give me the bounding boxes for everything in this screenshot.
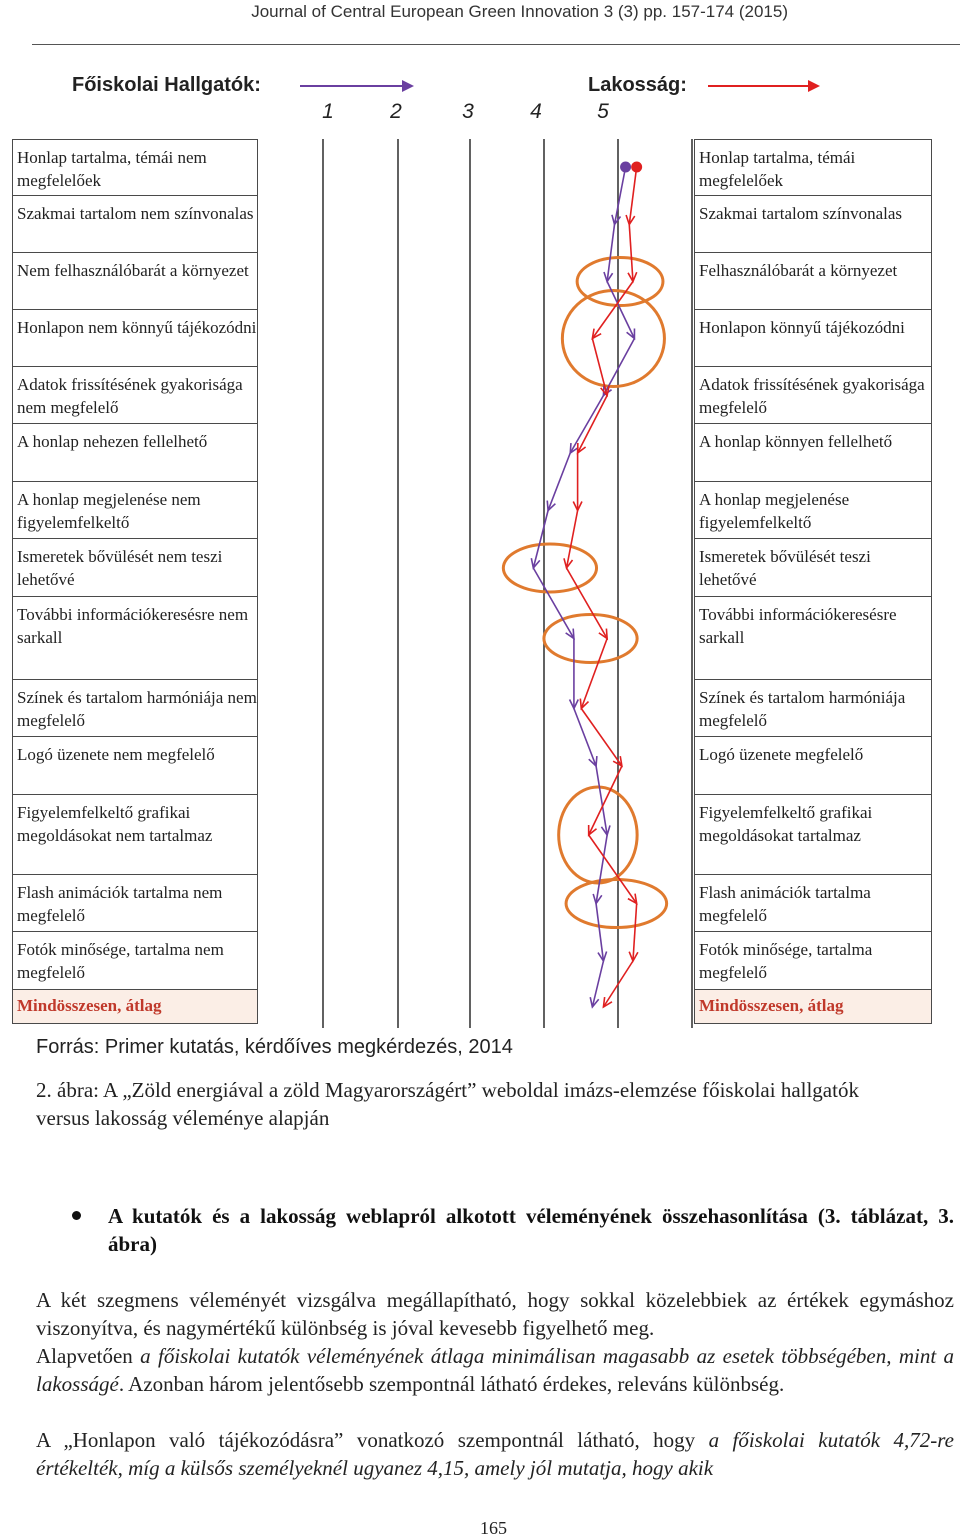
left-label: A honlap megjelenése nem figyelemfelkeltő bbox=[12, 482, 258, 539]
paragraph-2-italic: a főiskolai kutatók véleményének átlaga minimálisan magasabb az esetek többségében, mint a lakosságé bbox=[36, 1344, 954, 1396]
right-label: Felhasználóbarát a környezet bbox=[694, 253, 932, 310]
series-arrowhead-2 bbox=[603, 997, 612, 1007]
right-label: Logó üzenete megfelelő bbox=[694, 737, 932, 795]
right-label: További információkeresésre sarkall bbox=[694, 597, 932, 680]
paragraph-2-part: Alapvetően bbox=[36, 1344, 141, 1368]
paragraph-2-part: . Azonban három jelentősebb szempontnál látható érdekes, releváns különbség. bbox=[118, 1372, 785, 1396]
left-label: Flash animációk tartalma nem megfelelő bbox=[12, 875, 258, 932]
series-line-2 bbox=[581, 709, 622, 767]
left-label: Ismeretek bővülését nem teszi lehetővé bbox=[12, 539, 258, 597]
right-label: A honlap könnyen fellelhető bbox=[694, 424, 932, 482]
highlight-ellipse bbox=[544, 615, 637, 663]
right-title: Lakosság: bbox=[588, 74, 687, 96]
bullet-dot bbox=[72, 1211, 81, 1220]
right-label: Ismeretek bővülését teszi lehetővé bbox=[694, 539, 932, 597]
right-label: Fotók minősége, tartalma megfelelő bbox=[694, 932, 932, 990]
series-line-1 bbox=[533, 511, 548, 569]
series-line-1 bbox=[574, 709, 596, 767]
series-line-2 bbox=[578, 396, 608, 454]
paragraph-3-italic: a főiskolai kutatók 4,72-re értékelték, míg a külsős személyeknél ugyanez 4,15, amely jól mutatja, hogy akik bbox=[36, 1428, 954, 1480]
series-line-1 bbox=[607, 225, 614, 282]
paragraph-3-part: A „Honlapon való tájékozódásra” vonatkozó szempontnál látható, hogy bbox=[36, 1428, 709, 1452]
right-label: Honlap tartalma, témái megfelelőek bbox=[694, 139, 932, 196]
right-total-label: Mindösszesen, átlag bbox=[694, 990, 932, 1024]
highlight-ellipse bbox=[503, 544, 596, 592]
paragraph-2 bbox=[36, 1342, 954, 1398]
section-heading: A kutatók és a lakosság weblapról alkotott véleményének összehasonlítása (3. táblázat, 3. ábra) bbox=[108, 1204, 954, 1256]
series-line-1 bbox=[533, 568, 574, 639]
page-number: 165 bbox=[480, 1518, 507, 1538]
right-label: Szakmai tartalom színvonalas bbox=[694, 196, 932, 253]
series-line-2 bbox=[567, 511, 578, 569]
left-total-label: Mindösszesen, átlag bbox=[12, 990, 258, 1024]
figure-source: Forrás: Primer kutatás, kérdőíves megkérdezés, 2014 bbox=[36, 1036, 513, 1058]
figure-caption: 2. ábra: A „Zöld energiával a zöld Magyarországért” weboldal imázs-elemzése főiskolai hallgatók versus lakosság véleménye alapján bbox=[36, 1078, 859, 1130]
left-label: Szakmai tartalom nem színvonalas bbox=[12, 196, 258, 253]
left-label: Nem felhasználóbarát a környezet bbox=[12, 253, 258, 310]
series-line-2 bbox=[629, 167, 636, 225]
left-label: Figyelemfelkeltő grafikai megoldásokat nem tartalmaz bbox=[12, 795, 258, 875]
left-label: Színek és tartalom harmóniája nem megfelelő bbox=[12, 680, 258, 737]
series-line-1 bbox=[615, 167, 626, 225]
right-label: Honlapon könnyű tájékozódni bbox=[694, 310, 932, 367]
left-title: Főiskolai Hallgatók: bbox=[72, 74, 261, 96]
right-label: Színek és tartalom harmóniája megfelelő bbox=[694, 680, 932, 737]
scale-number: 3 bbox=[462, 100, 474, 123]
left-label: További információkeresésre nem sarkall bbox=[12, 597, 258, 680]
scale-number: 5 bbox=[597, 100, 609, 123]
journal-header: Journal of Central European Green Innovation 3 (3) pp. 157-174 (2015) bbox=[251, 2, 788, 21]
series-line-1 bbox=[548, 453, 570, 511]
highlight-ellipse bbox=[566, 880, 667, 928]
left-label: Logó üzenete nem megfelelő bbox=[12, 737, 258, 795]
series-line-2 bbox=[629, 225, 633, 282]
paragraph-1: A két szegmens véleményét vizsgálva megállapítható, hogy sokkal közelebbiek az értékek egymáshoz viszonyítva, és nagymértékű különbség is jóval kevesebb figyelhető meg. bbox=[36, 1288, 954, 1340]
scale-number: 1 bbox=[322, 100, 334, 123]
right-label: A honlap megjelenése figyelemfelkeltő bbox=[694, 482, 932, 539]
left-label: Adatok frissítésének gyakorisága nem megfelelő bbox=[12, 367, 258, 424]
series-line-2 bbox=[589, 835, 637, 904]
series-line-2 bbox=[633, 904, 637, 962]
right-label: Figyelemfelkeltő grafikai megoldásokat tartalmaz bbox=[694, 795, 932, 875]
paragraph-3 bbox=[36, 1426, 954, 1482]
left-label: A honlap nehezen fellelhető bbox=[12, 424, 258, 482]
left-label: Fotók minősége, tartalma nem megfelelő bbox=[12, 932, 258, 990]
series-line-2 bbox=[592, 339, 607, 396]
right-label: Flash animációk tartalma megfelelő bbox=[694, 875, 932, 932]
series-line-1 bbox=[570, 396, 603, 454]
scale-number: 4 bbox=[530, 100, 542, 123]
left-label: Honlapon nem könnyű tájékozódni bbox=[12, 310, 258, 367]
scale-number: 2 bbox=[390, 100, 402, 123]
series-line-1 bbox=[596, 904, 603, 962]
highlight-ellipse bbox=[559, 787, 637, 883]
left-label: Honlap tartalma, témái nem megfelelőek bbox=[12, 139, 258, 196]
series-line-2 bbox=[567, 568, 608, 639]
series-start-marker-1 bbox=[620, 162, 631, 173]
series-line-1 bbox=[596, 835, 607, 904]
series-start-marker-2 bbox=[631, 162, 642, 173]
right-label: Adatok frissítésének gyakorisága megfelelő bbox=[694, 367, 932, 424]
series-line-2 bbox=[581, 639, 607, 709]
